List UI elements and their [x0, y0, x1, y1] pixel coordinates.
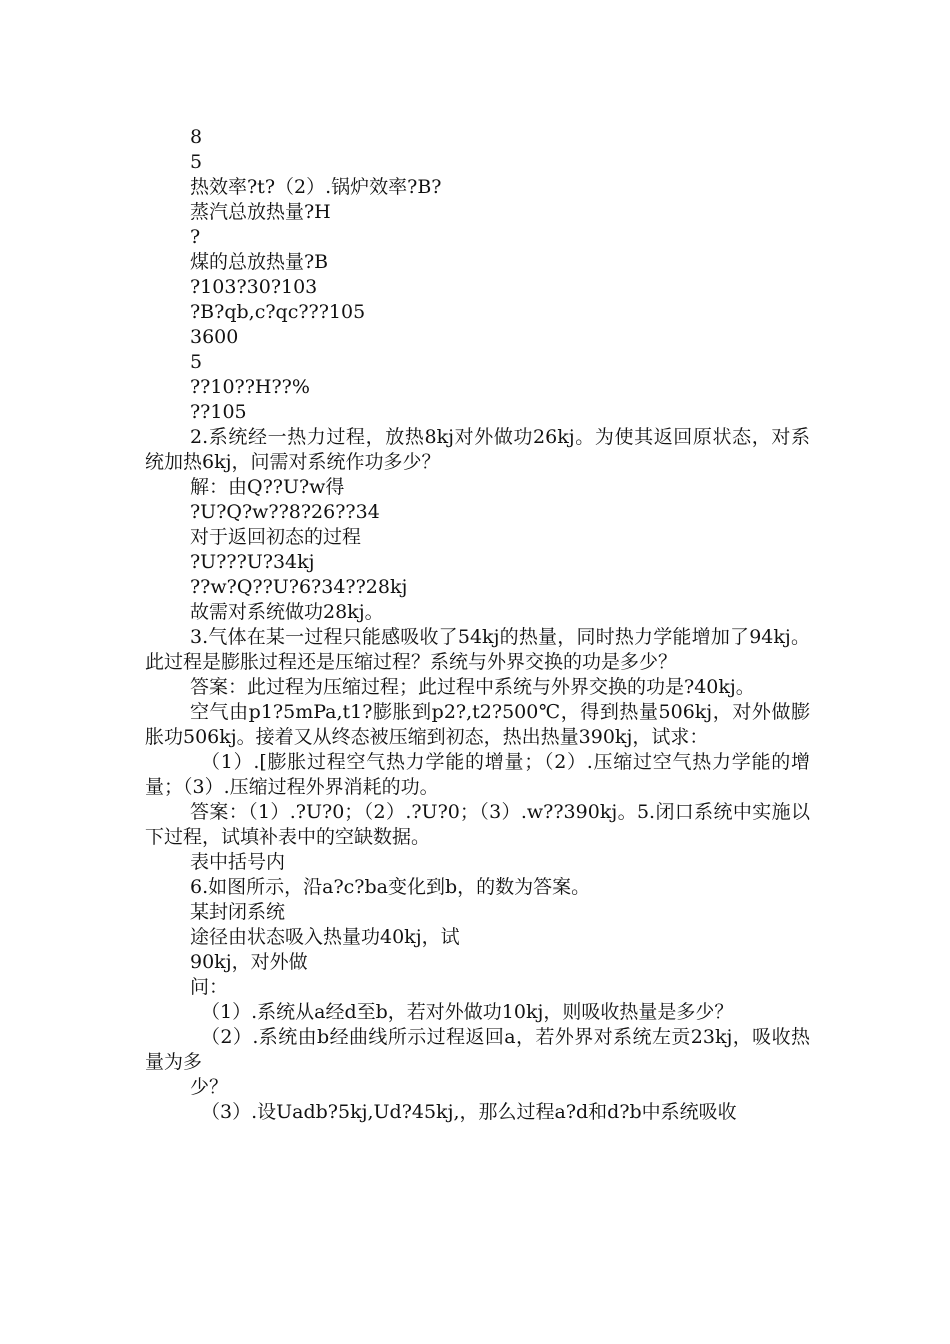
solution-line: ??w?Q??U?6?34??28kj	[190, 576, 408, 598]
text-line: 3600	[190, 326, 239, 348]
question-6-part-1: （1）.系统从a经d至b，若对外做功10kj，则吸收热量是多少？	[201, 1001, 734, 1023]
text-line: 90kj，对外做	[190, 951, 308, 973]
text-line: 少？	[190, 1076, 229, 1098]
text-line: 6.如图所示，沿a?c?ba变化到b，的数为答案。	[190, 876, 591, 898]
text-line: ?103?30?103	[190, 276, 318, 298]
answer-3: 答案：此过程为压缩过程；此过程中系统与外界交换的功是?40kj。	[190, 676, 755, 698]
question-6-part-3: （3）.设Uadb?5kj,Ud?45kj,，那么过程a?d和d?b中系统吸收	[201, 1101, 737, 1123]
document-page	[145, 125, 810, 1125]
text-line: 途径由状态吸入热量功40kj，试	[190, 926, 460, 948]
answer-4: 答案：（1）.?U?0；（2）.?U?0；（3）.w??390kj。5.闭口系统中实施以下过程，试填补表中的空缺数据。	[145, 801, 810, 848]
question-2: 2.系统经一热力过程，放热8kj对外做功26kj。为使其返回原状态，对系统加热6kj，问需对系统作功多少？	[145, 426, 810, 473]
text-line: 蒸汽总放热量?H	[190, 201, 331, 223]
solution-line: 解：由Q??U?w得	[190, 476, 345, 498]
solution-line: ?U???U?34kj	[190, 551, 315, 573]
text-line: ??105	[190, 401, 247, 423]
text-line: 某封闭系统	[190, 901, 286, 923]
solution-line: ?U?Q?w??8?26??34	[190, 501, 380, 523]
question-6-part-2: （2）.系统由b经曲线所示过程返回a，若外界对系统左贡23kj，吸收热量为多	[145, 1026, 810, 1073]
question-3: 3.气体在某一过程只能感吸收了54kj的热量，同时热力学能增加了94kj。此过程是膨胀过程还是压缩过程？系统与外界交换的功是多少？	[145, 626, 810, 673]
solution-line: 故需对系统做功28kj。	[190, 601, 384, 623]
text-line: 5	[190, 351, 203, 373]
text-line: ?B?qb,c?qc???105	[190, 301, 366, 323]
text-line: ?	[190, 226, 201, 248]
text-line: 煤的总放热量?B	[190, 251, 329, 273]
question-4-items: （1）.[膨胀过程空气热力学能的增量；（2）.压缩过空气热力学能的增量；（3）.压缩过程外界消耗的功。	[145, 751, 810, 798]
question-4: 空气由p1?5mPa,t1?膨胀到p2?,t2?500℃，得到热量506kj，对外做膨胀功506kj。接着又从终态被压缩到初态，热出热量390kj，试求：	[145, 701, 810, 748]
text-line: 5	[190, 151, 203, 173]
solution-line: 对于返回初态的过程	[190, 526, 362, 548]
text-line: 8	[190, 126, 203, 148]
text-line: 热效率?t?（2）.锅炉效率?B?	[190, 176, 442, 198]
text-line: ??10??H??%	[190, 376, 310, 398]
text-line: 表中括号内	[190, 851, 286, 873]
text-line: 问：	[190, 976, 229, 998]
